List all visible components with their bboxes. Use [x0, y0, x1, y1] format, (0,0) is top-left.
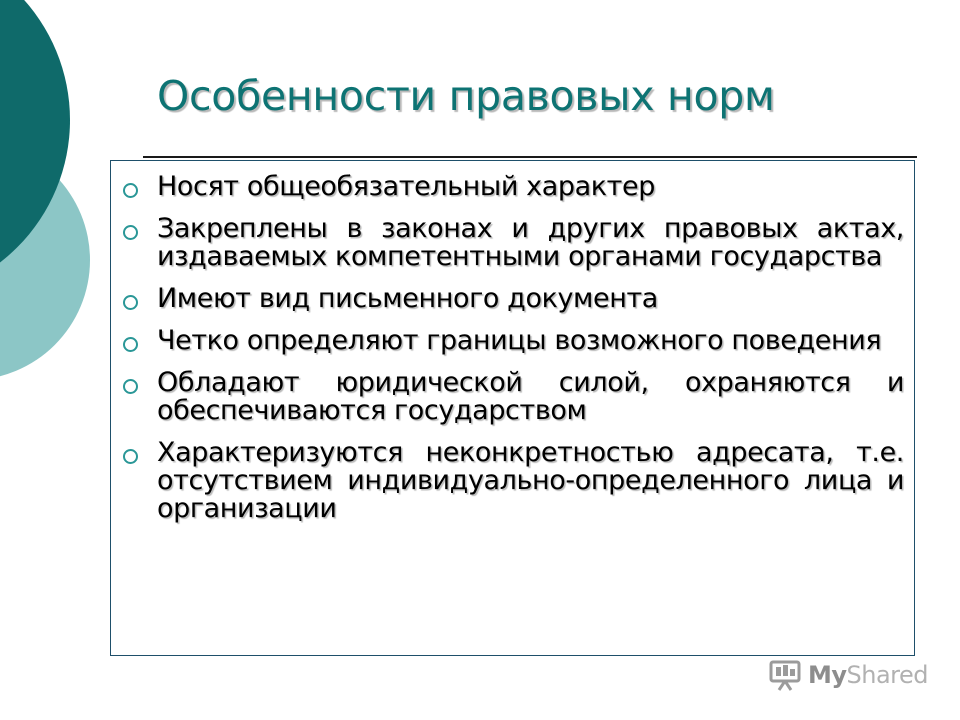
bullet-text: Четко определяют границы возможного поведения: [157, 325, 882, 356]
content-box: [110, 160, 915, 656]
slide-title: Особенности правовых норм: [157, 72, 775, 120]
bullet-text: Закреплены в законах и других правовых актах, издаваемых компетентными органами государства: [157, 213, 904, 272]
bullet-text: Обладают юридической силой, охраняются и обеспечиваются государством: [157, 367, 904, 426]
list-item: [111, 369, 914, 425]
bullet-text: Имеют вид письменного документа: [157, 283, 658, 314]
list-item: [111, 327, 914, 355]
bullet-text: Носят общеобязательный характер: [157, 171, 655, 202]
bullet-circle-icon: [123, 337, 138, 352]
watermark-text: [808, 661, 928, 689]
watermark-logo: [768, 657, 928, 693]
list-item: [111, 285, 914, 313]
bullet-circle-icon: [123, 379, 138, 394]
bullet-circle-icon: [123, 295, 138, 310]
presentation-screen-icon: [768, 657, 804, 693]
watermark-text-my: My: [808, 661, 847, 689]
bullet-list: [111, 173, 914, 537]
bullet-text: Характеризуются неконкретностью адресата, т.е. отсутствием индивидуально-определенного лица и организации: [157, 437, 904, 524]
list-item: [111, 439, 914, 523]
list-item: [111, 173, 914, 201]
bullet-circle-icon: [123, 183, 138, 198]
bullet-circle-icon: [123, 449, 138, 464]
bullet-circle-icon: [123, 225, 138, 240]
watermark-text-shared: Shared: [846, 661, 929, 689]
list-item: [111, 215, 914, 271]
title-divider: [143, 156, 917, 158]
